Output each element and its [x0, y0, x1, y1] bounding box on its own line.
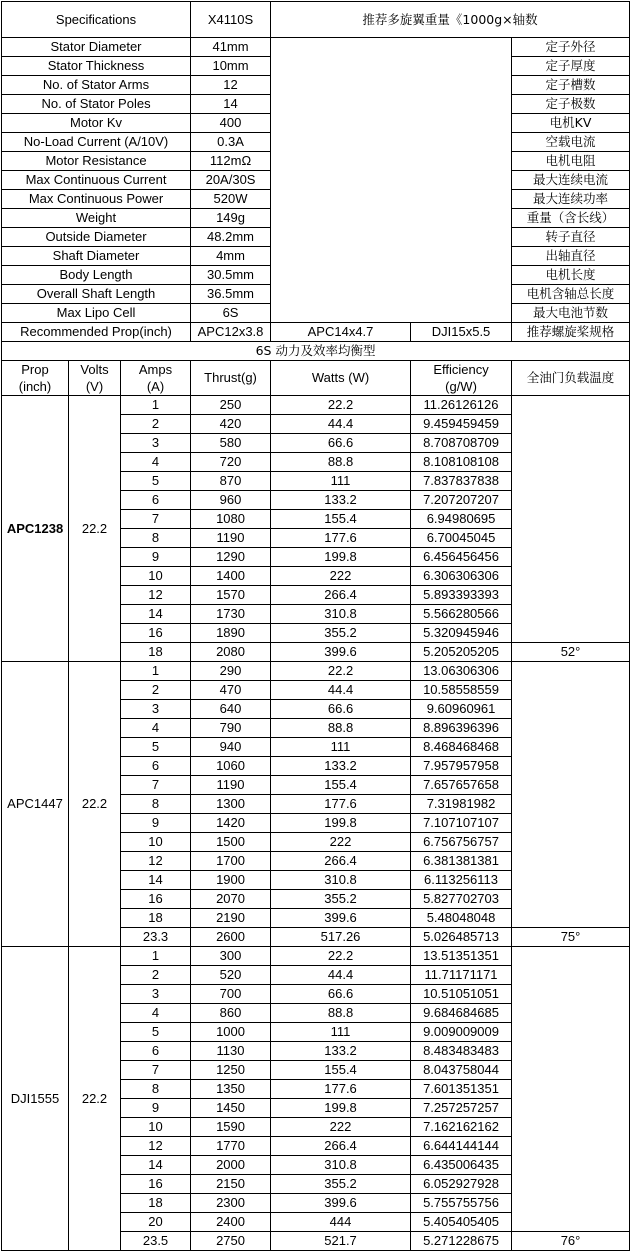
- watts-cell: 177.6: [271, 795, 411, 814]
- watts-cell: 399.6: [271, 643, 411, 662]
- amps-cell: 3: [121, 700, 191, 719]
- spec-value: 41mm: [191, 38, 271, 57]
- amps-cell: 14: [121, 605, 191, 624]
- watts-cell: 199.8: [271, 548, 411, 567]
- efficiency-cell: 6.113256113: [411, 871, 512, 890]
- spec-label: Motor Resistance: [2, 152, 191, 171]
- efficiency-cell: 6.756756757: [411, 833, 512, 852]
- amps-cell: 2: [121, 681, 191, 700]
- full-throttle-temperature: 52°: [512, 643, 630, 662]
- spec-value: 30.5mm: [191, 266, 271, 285]
- spec-label-cn: 最大连续电流: [512, 171, 630, 190]
- amps-cell: 23.3: [121, 928, 191, 947]
- temperature-blank: [512, 947, 630, 1232]
- efficiency-cell: 6.94980695: [411, 510, 512, 529]
- temperature-blank: [512, 662, 630, 928]
- efficiency-cell: 11.71171171: [411, 966, 512, 985]
- efficiency-cell: 10.51051051: [411, 985, 512, 1004]
- amps-cell: 10: [121, 567, 191, 586]
- thrust-cell: 1400: [191, 567, 271, 586]
- full-throttle-temperature: 76°: [512, 1232, 630, 1251]
- amps-cell: 7: [121, 1061, 191, 1080]
- efficiency-cell: 7.957957958: [411, 757, 512, 776]
- thrust-cell: 1190: [191, 529, 271, 548]
- efficiency-header-line2: (g/W): [445, 379, 477, 394]
- thrust-cell: 1450: [191, 1099, 271, 1118]
- thrust-cell: 2070: [191, 890, 271, 909]
- efficiency-cell: 7.657657658: [411, 776, 512, 795]
- spec-label: Overall Shaft Length: [2, 285, 191, 304]
- efficiency-cell: 8.483483483: [411, 1042, 512, 1061]
- efficiency-cell: 7.837837838: [411, 472, 512, 491]
- amps-cell: 23.5: [121, 1232, 191, 1251]
- spec-value: 400: [191, 114, 271, 133]
- volts-value: 22.2: [69, 662, 121, 947]
- amps-cell: 14: [121, 871, 191, 890]
- thrust-cell: 470: [191, 681, 271, 700]
- spec-label-cn: 最大电池节数: [512, 304, 630, 323]
- watts-cell: 133.2: [271, 757, 411, 776]
- watts-cell: 222: [271, 567, 411, 586]
- amps-cell: 9: [121, 814, 191, 833]
- section-title: 6S 动力及效率均衡型: [2, 342, 630, 361]
- spec-label-cn: 最大连续功率: [512, 190, 630, 209]
- amps-cell: 4: [121, 719, 191, 738]
- watts-cell: 88.8: [271, 1004, 411, 1023]
- efficiency-cell: 11.26126126: [411, 396, 512, 415]
- amps-cell: 5: [121, 738, 191, 757]
- specifications-label: Specifications: [2, 2, 191, 38]
- prop-header-line2: (inch): [18, 379, 52, 394]
- thrust-cell: 2190: [191, 909, 271, 928]
- thrust-cell: 420: [191, 415, 271, 434]
- model-name: X4110S: [191, 2, 271, 38]
- watts-cell: 111: [271, 472, 411, 491]
- spec-value: 10mm: [191, 57, 271, 76]
- amps-cell: 18: [121, 1194, 191, 1213]
- watts-cell: 444: [271, 1213, 411, 1232]
- volts-value: 22.2: [69, 947, 121, 1251]
- amps-cell: 1: [121, 947, 191, 966]
- thrust-cell: 790: [191, 719, 271, 738]
- amps-cell: 3: [121, 434, 191, 453]
- watts-cell: 355.2: [271, 624, 411, 643]
- thrust-cell: 1420: [191, 814, 271, 833]
- thrust-column-header: Thrust(g): [191, 361, 271, 396]
- spec-value: 112mΩ: [191, 152, 271, 171]
- efficiency-cell: 5.205205205: [411, 643, 512, 662]
- prop-header-line1: Prop: [21, 362, 49, 377]
- thrust-cell: 2150: [191, 1175, 271, 1194]
- efficiency-cell: 5.271228675: [411, 1232, 512, 1251]
- amps-cell: 10: [121, 1118, 191, 1137]
- watts-cell: 222: [271, 833, 411, 852]
- efficiency-cell: 8.043758044: [411, 1061, 512, 1080]
- table-row: [2, 396, 630, 415]
- efficiency-cell: 6.70045045: [411, 529, 512, 548]
- thrust-cell: 1590: [191, 1118, 271, 1137]
- watts-cell: 399.6: [271, 909, 411, 928]
- efficiency-cell: 7.601351351: [411, 1080, 512, 1099]
- efficiency-cell: 10.58558559: [411, 681, 512, 700]
- efficiency-cell: 7.257257257: [411, 1099, 512, 1118]
- thrust-cell: 290: [191, 662, 271, 681]
- spec-label-cn: 重量（含长线）: [512, 209, 630, 228]
- watts-cell: 111: [271, 1023, 411, 1042]
- spec-value: 149g: [191, 209, 271, 228]
- efficiency-cell: 9.459459459: [411, 415, 512, 434]
- spec-label: Motor Kv: [2, 114, 191, 133]
- efficiency-cell: 9.684684685: [411, 1004, 512, 1023]
- watts-cell: 222: [271, 1118, 411, 1137]
- spec-label: Max Continuous Power: [2, 190, 191, 209]
- thrust-cell: 1060: [191, 757, 271, 776]
- thrust-cell: 1290: [191, 548, 271, 567]
- amps-cell: 7: [121, 510, 191, 529]
- amps-cell: 12: [121, 1137, 191, 1156]
- amps-cell: 16: [121, 1175, 191, 1194]
- thrust-cell: 1890: [191, 624, 271, 643]
- amps-cell: 2: [121, 966, 191, 985]
- volts-header-line2: (V): [85, 379, 104, 394]
- watts-cell: 66.6: [271, 434, 411, 453]
- temperature-blank: [512, 396, 630, 643]
- spec-label-cn: 出轴直径: [512, 247, 630, 266]
- spec-label-cn: 电机KV: [512, 114, 630, 133]
- thrust-cell: 1130: [191, 1042, 271, 1061]
- thrust-cell: 960: [191, 491, 271, 510]
- full-throttle-temperature: 75°: [512, 928, 630, 947]
- spec-value: 6S: [191, 304, 271, 323]
- thrust-cell: 2080: [191, 643, 271, 662]
- thrust-cell: 640: [191, 700, 271, 719]
- thrust-cell: 870: [191, 472, 271, 491]
- thrust-cell: 2000: [191, 1156, 271, 1175]
- watts-cell: 22.2: [271, 662, 411, 681]
- efficiency-cell: 5.405405405: [411, 1213, 512, 1232]
- amps-cell: 18: [121, 643, 191, 662]
- spec-label-cn: 电机电阻: [512, 152, 630, 171]
- temperature-column-header: 全油门负载温度: [512, 361, 630, 396]
- efficiency-cell: 8.708708709: [411, 434, 512, 453]
- efficiency-cell: 6.381381381: [411, 852, 512, 871]
- spec-value: 14: [191, 95, 271, 114]
- spec-value: 20A/30S: [191, 171, 271, 190]
- watts-cell: 177.6: [271, 1080, 411, 1099]
- spec-value: 0.3A: [191, 133, 271, 152]
- amps-cell: 4: [121, 1004, 191, 1023]
- thrust-cell: 1770: [191, 1137, 271, 1156]
- watts-cell: 155.4: [271, 1061, 411, 1080]
- efficiency-cell: 5.893393393: [411, 586, 512, 605]
- watts-cell: 266.4: [271, 1137, 411, 1156]
- amps-cell: 4: [121, 453, 191, 472]
- spec-value: 520W: [191, 190, 271, 209]
- watts-cell: 521.7: [271, 1232, 411, 1251]
- recommended-weight-note: 推荐多旋翼重量《1000g×轴数: [271, 2, 630, 38]
- thrust-cell: 1350: [191, 1080, 271, 1099]
- watts-cell: 266.4: [271, 852, 411, 871]
- thrust-cell: 720: [191, 453, 271, 472]
- efficiency-column-header: [411, 361, 512, 396]
- amps-cell: 12: [121, 852, 191, 871]
- thrust-cell: 1730: [191, 605, 271, 624]
- watts-cell: 66.6: [271, 700, 411, 719]
- amps-cell: 8: [121, 795, 191, 814]
- efficiency-cell: 6.435006435: [411, 1156, 512, 1175]
- thrust-cell: 1000: [191, 1023, 271, 1042]
- amps-cell: 5: [121, 1023, 191, 1042]
- watts-cell: 399.6: [271, 1194, 411, 1213]
- efficiency-cell: 6.052927928: [411, 1175, 512, 1194]
- thrust-cell: 2600: [191, 928, 271, 947]
- watts-cell: 22.2: [271, 396, 411, 415]
- thrust-cell: 700: [191, 985, 271, 1004]
- efficiency-cell: 13.51351351: [411, 947, 512, 966]
- thrust-cell: 1900: [191, 871, 271, 890]
- recommended-prop-3: DJI15x5.5: [411, 323, 512, 342]
- amps-cell: 8: [121, 1080, 191, 1099]
- watts-cell: 199.8: [271, 1099, 411, 1118]
- efficiency-cell: 5.755755756: [411, 1194, 512, 1213]
- amps-cell: 6: [121, 1042, 191, 1061]
- table-row: [2, 947, 630, 966]
- efficiency-cell: 5.566280566: [411, 605, 512, 624]
- efficiency-cell: 7.162162162: [411, 1118, 512, 1137]
- amps-cell: 7: [121, 776, 191, 795]
- efficiency-cell: 8.896396396: [411, 719, 512, 738]
- spec-label-cn: 转子直径: [512, 228, 630, 247]
- amps-cell: 3: [121, 985, 191, 1004]
- watts-cell: 177.6: [271, 529, 411, 548]
- amps-cell: 18: [121, 909, 191, 928]
- efficiency-cell: 7.31981982: [411, 795, 512, 814]
- thrust-cell: 580: [191, 434, 271, 453]
- amps-cell: 8: [121, 529, 191, 548]
- spec-label-cn: 定子槽数: [512, 76, 630, 95]
- watts-cell: 88.8: [271, 453, 411, 472]
- spec-value: 36.5mm: [191, 285, 271, 304]
- thrust-cell: 300: [191, 947, 271, 966]
- watts-column-header: Watts (W): [271, 361, 411, 396]
- volts-value: 22.2: [69, 396, 121, 662]
- efficiency-header-line1: Efficiency: [433, 362, 489, 377]
- volts-column-header: [69, 361, 121, 396]
- spec-value: 12: [191, 76, 271, 95]
- spec-label: Shaft Diameter: [2, 247, 191, 266]
- efficiency-cell: 5.48048048: [411, 909, 512, 928]
- spec-value: 4mm: [191, 247, 271, 266]
- watts-cell: 199.8: [271, 814, 411, 833]
- amps-cell: 10: [121, 833, 191, 852]
- spec-label: Stator Thickness: [2, 57, 191, 76]
- efficiency-cell: 7.107107107: [411, 814, 512, 833]
- efficiency-cell: 8.108108108: [411, 453, 512, 472]
- watts-cell: 355.2: [271, 890, 411, 909]
- watts-cell: 44.4: [271, 415, 411, 434]
- spec-label-cn: 定子极数: [512, 95, 630, 114]
- watts-cell: 111: [271, 738, 411, 757]
- thrust-cell: 940: [191, 738, 271, 757]
- efficiency-cell: 13.06306306: [411, 662, 512, 681]
- amps-cell: 6: [121, 491, 191, 510]
- amps-cell: 9: [121, 1099, 191, 1118]
- efficiency-cell: 9.009009009: [411, 1023, 512, 1042]
- prop-name: APC1447: [2, 662, 69, 947]
- watts-cell: 155.4: [271, 510, 411, 529]
- efficiency-cell: 6.306306306: [411, 567, 512, 586]
- watts-cell: 266.4: [271, 586, 411, 605]
- amps-cell: 2: [121, 415, 191, 434]
- thrust-cell: 1700: [191, 852, 271, 871]
- thrust-cell: 1570: [191, 586, 271, 605]
- efficiency-cell: 8.468468468: [411, 738, 512, 757]
- thrust-cell: 250: [191, 396, 271, 415]
- amps-cell: 20: [121, 1213, 191, 1232]
- amps-cell: 1: [121, 396, 191, 415]
- thrust-cell: 2400: [191, 1213, 271, 1232]
- amps-cell: 9: [121, 548, 191, 567]
- table-row: [2, 662, 630, 681]
- watts-cell: 155.4: [271, 776, 411, 795]
- spec-label: No-Load Current (A/10V): [2, 133, 191, 152]
- watts-cell: 44.4: [271, 681, 411, 700]
- prop-name: APC1238: [2, 396, 69, 662]
- watts-cell: 310.8: [271, 871, 411, 890]
- efficiency-cell: 5.827702703: [411, 890, 512, 909]
- amps-cell: 6: [121, 757, 191, 776]
- watts-cell: 517.26: [271, 928, 411, 947]
- efficiency-cell: 9.60960961: [411, 700, 512, 719]
- efficiency-cell: 5.026485713: [411, 928, 512, 947]
- spec-label: Max Lipo Cell: [2, 304, 191, 323]
- spec-label: Max Continuous Current: [2, 171, 191, 190]
- watts-cell: 44.4: [271, 966, 411, 985]
- efficiency-cell: 6.644144144: [411, 1137, 512, 1156]
- recommended-prop-cn: 推荐螺旋桨规格: [512, 323, 630, 342]
- thrust-cell: 1080: [191, 510, 271, 529]
- recommended-prop-1: APC12x3.8: [191, 323, 271, 342]
- prop-column-header: [2, 361, 69, 396]
- thrust-cell: 2300: [191, 1194, 271, 1213]
- amps-cell: 12: [121, 586, 191, 605]
- amps-column-header: [121, 361, 191, 396]
- amps-cell: 5: [121, 472, 191, 491]
- efficiency-cell: 5.320945946: [411, 624, 512, 643]
- spec-value: 48.2mm: [191, 228, 271, 247]
- amps-header-line2: (A): [146, 379, 165, 394]
- amps-cell: 1: [121, 662, 191, 681]
- recommended-prop-label: Recommended Prop(inch): [2, 323, 191, 342]
- spec-label: Stator Diameter: [2, 38, 191, 57]
- thrust-cell: 1190: [191, 776, 271, 795]
- efficiency-cell: 7.207207207: [411, 491, 512, 510]
- spec-row: [2, 38, 630, 57]
- spec-label-cn: 电机含轴总长度: [512, 285, 630, 304]
- watts-cell: 133.2: [271, 491, 411, 510]
- recommended-prop-2: APC14x4.7: [271, 323, 411, 342]
- amps-header-line1: Amps: [138, 362, 173, 377]
- spec-label-cn: 定子外径: [512, 38, 630, 57]
- spec-label: Body Length: [2, 266, 191, 285]
- spec-table: [1, 1, 630, 1251]
- amps-cell: 16: [121, 890, 191, 909]
- efficiency-cell: 6.456456456: [411, 548, 512, 567]
- thrust-cell: 520: [191, 966, 271, 985]
- thrust-cell: 1250: [191, 1061, 271, 1080]
- watts-cell: 88.8: [271, 719, 411, 738]
- spec-label-cn: 空载电流: [512, 133, 630, 152]
- spec-label: No. of Stator Poles: [2, 95, 191, 114]
- spec-label: Weight: [2, 209, 191, 228]
- watts-cell: 66.6: [271, 985, 411, 1004]
- thrust-cell: 860: [191, 1004, 271, 1023]
- spec-label: Outside Diameter: [2, 228, 191, 247]
- thrust-cell: 2750: [191, 1232, 271, 1251]
- thrust-cell: 1500: [191, 833, 271, 852]
- spec-label: No. of Stator Arms: [2, 76, 191, 95]
- watts-cell: 310.8: [271, 1156, 411, 1175]
- thrust-cell: 1300: [191, 795, 271, 814]
- blank-area: [271, 38, 512, 323]
- spec-label-cn: 定子厚度: [512, 57, 630, 76]
- prop-name: DJI1555: [2, 947, 69, 1251]
- watts-cell: 355.2: [271, 1175, 411, 1194]
- watts-cell: 22.2: [271, 947, 411, 966]
- watts-cell: 133.2: [271, 1042, 411, 1061]
- watts-cell: 310.8: [271, 605, 411, 624]
- amps-cell: 16: [121, 624, 191, 643]
- volts-header-line1: Volts: [80, 362, 109, 377]
- amps-cell: 14: [121, 1156, 191, 1175]
- spec-label-cn: 电机长度: [512, 266, 630, 285]
